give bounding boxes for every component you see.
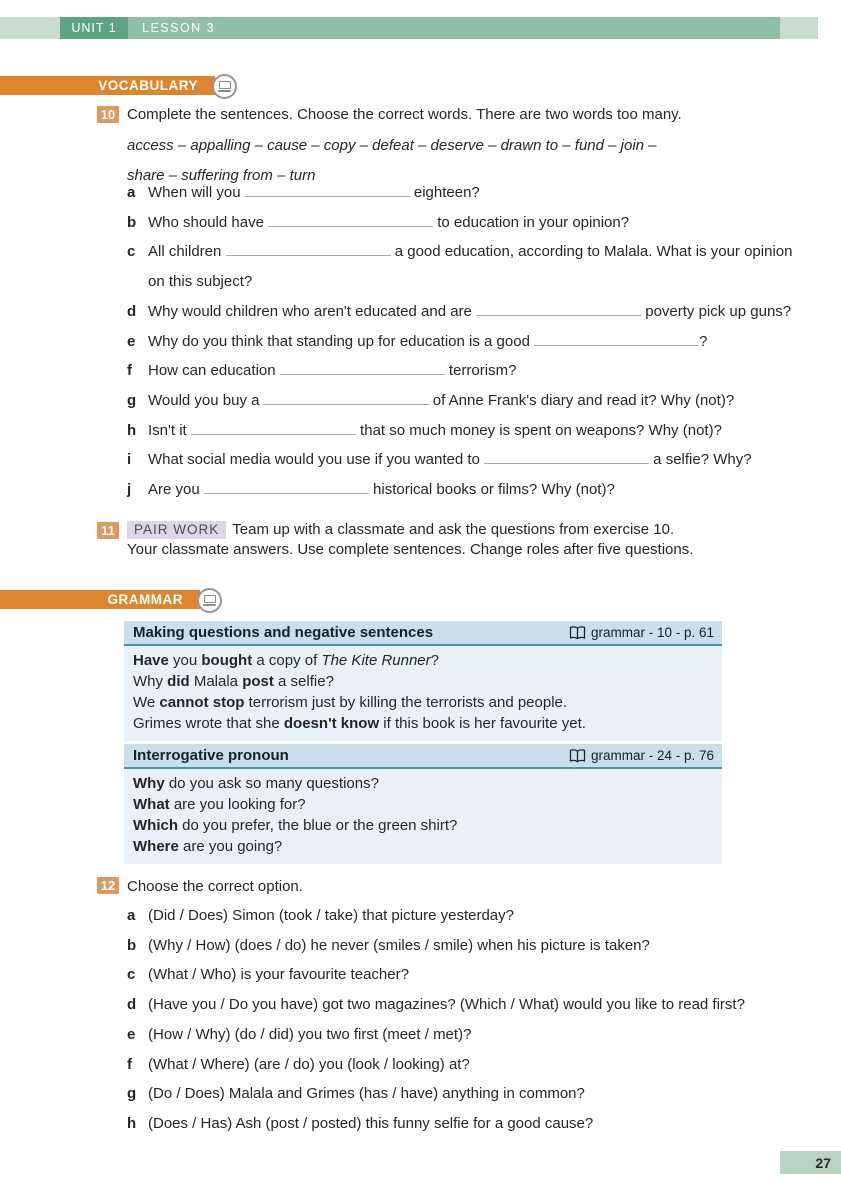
grammar-example: Where are you going? [133, 838, 283, 855]
item-text [148, 327, 805, 357]
item-text: (Does / Has) Ash (post / posted) this funny selfie for a good cause? [148, 1114, 594, 1132]
item-text [148, 178, 805, 208]
book-icon [569, 749, 586, 763]
item-letter: c [127, 243, 136, 261]
lesson-label: LESSON 3 [128, 17, 780, 39]
item-text: (Why / How) (does / do) he never (smiles / smile) when his picture is taken? [148, 936, 650, 954]
item-text-pre: Would you buy a [148, 391, 264, 409]
item-text [148, 208, 805, 238]
item-text-post: eighteen? [409, 184, 480, 201]
fill-blank [226, 242, 391, 256]
item-text [148, 297, 805, 327]
item-letter: g [127, 1085, 137, 1103]
list-item [127, 475, 805, 505]
exercise-12-items [127, 901, 817, 1139]
grammar-box-title: Making questions and negative sentences [133, 624, 434, 641]
list-item [127, 208, 805, 238]
unit-label: UNIT 1 [60, 17, 128, 39]
list-item [127, 990, 817, 1020]
item-text-pre: All children [148, 243, 226, 261]
grammar-reference [569, 748, 714, 763]
laptop-icon-screen [204, 595, 216, 603]
item-text-pre: When will you [148, 184, 245, 201]
item-text-post: a selfie? Why? [649, 451, 752, 469]
item-text-post: of Anne Frank's diary and read it? Why (not)? [428, 391, 735, 409]
vocabulary-section-header: VOCABULARY [0, 76, 215, 95]
item-letter: g [127, 391, 137, 409]
grammar-example: Which do you prefer, the blue or the green shirt? [133, 817, 458, 834]
exercise-10-wordbank: access – appalling – cause – copy – defeat – deserve – drawn to – fund – join – share – suffering from – turn [127, 137, 657, 184]
item-text-post: a good education, according to Malala. What is your opinion on this subject? [148, 243, 793, 291]
laptop-icon-base [203, 604, 216, 606]
exercise-12-instruction: Choose the correct option. [127, 878, 303, 895]
grammar-reference-text: grammar - 10 - p. 61 [590, 625, 714, 640]
item-text: (Did / Does) Simon (took / take) that picture yesterday? [148, 907, 514, 924]
item-letter: i [127, 451, 132, 469]
grammar-section-header: GRAMMAR [0, 590, 200, 609]
exercise-11-instruction [127, 520, 797, 561]
grammar-box-examples [124, 646, 722, 741]
item-text [148, 416, 805, 446]
fill-blank [204, 480, 369, 494]
bar-segment-left [0, 17, 60, 39]
exercise-12-number: 12 [97, 877, 119, 894]
grammar-example: We cannot stop terrorism just by killing the terrorists and people. [133, 694, 568, 711]
fill-blank [476, 302, 641, 316]
item-letter: h [127, 1114, 137, 1132]
list-item [127, 931, 817, 961]
list-item [127, 1050, 817, 1080]
item-text [148, 356, 805, 386]
list-item [127, 356, 805, 386]
fill-blank [245, 183, 410, 197]
list-item [127, 178, 805, 208]
list-item [127, 327, 805, 357]
laptop-icon [212, 74, 237, 99]
book-icon [569, 626, 586, 640]
grammar-box-header [124, 621, 722, 646]
list-item [127, 1020, 817, 1050]
grammar-box-header [124, 744, 722, 769]
item-letter: f [127, 362, 132, 380]
list-item [127, 297, 805, 327]
item-text-pre: Why would children who aren't educated and are [148, 302, 477, 320]
item-text-post: terrorism? [444, 362, 517, 380]
grammar-box-interrogative [124, 744, 722, 864]
laptop-icon-screen [219, 81, 231, 89]
item-letter: b [127, 936, 137, 954]
item-letter: a [127, 184, 136, 201]
fill-blank [268, 213, 433, 227]
grammar-example: Have you bought a copy of The Kite Runner? [133, 652, 439, 669]
item-text-pre: Are you [148, 481, 204, 499]
item-text [148, 386, 805, 416]
item-text-post: ? [699, 332, 708, 350]
laptop-icon-base [218, 90, 231, 92]
page-number: 27 [780, 1151, 841, 1174]
item-text [148, 445, 805, 475]
item-letter: d [127, 302, 137, 320]
item-letter: f [127, 1055, 132, 1073]
fill-blank [264, 391, 429, 405]
exercise-11-number: 11 [97, 522, 119, 539]
item-text [148, 475, 805, 505]
grammar-example: Why did Malala post a selfie? [133, 673, 334, 690]
list-item [127, 901, 817, 931]
list-item [127, 445, 805, 475]
item-text-post: that so much money is spent on weapons? Why (not)? [355, 421, 722, 439]
list-item [127, 960, 817, 990]
exercise-10-items [127, 178, 805, 505]
fill-blank [280, 361, 445, 375]
item-letter: h [127, 421, 137, 439]
item-text-pre: Why do you think that standing up for education is a good [148, 332, 535, 350]
item-text: (How / Why) (do / did) you two first (meet / met)? [148, 1025, 472, 1043]
fill-blank [191, 421, 356, 435]
unit-lesson-bar [0, 17, 841, 39]
item-text-post: poverty pick up guns? [641, 302, 792, 320]
item-text-pre: Who should have [148, 213, 269, 231]
fill-blank [534, 332, 699, 346]
pair-work-badge: PAIR WORK [127, 521, 226, 539]
item-text-pre: How can education [148, 362, 280, 380]
item-letter: j [127, 481, 132, 499]
item-text-pre: Isn't it [148, 421, 191, 439]
grammar-reference-text: grammar - 24 - p. 76 [590, 748, 714, 763]
exercise-11-line1: Team up with a classmate and ask the questions from exercise 10. [232, 521, 675, 538]
exercise-10-instruction: Complete the sentences. Choose the correct words. There are two words too many. [127, 106, 682, 123]
bar-segment-right [780, 17, 818, 39]
list-item [127, 386, 805, 416]
list-item [127, 416, 805, 446]
item-letter: e [127, 1025, 136, 1043]
item-text: (Do / Does) Malala and Grimes (has / have) anything in common? [148, 1085, 585, 1103]
grammar-example: Why do you ask so many questions? [133, 775, 379, 792]
laptop-icon [197, 588, 222, 613]
list-item [127, 237, 805, 296]
item-text-post: historical books or films? Why (not)? [368, 481, 615, 499]
item-letter: c [127, 966, 136, 984]
item-letter: d [127, 996, 137, 1014]
item-letter: e [127, 332, 136, 350]
item-text [148, 237, 805, 296]
item-text: (Have you / Do you have) got two magazines? (Which / What) would you like to read first? [148, 996, 745, 1014]
grammar-box-questions [124, 621, 722, 741]
list-item [127, 1109, 817, 1139]
exercise-10-number: 10 [97, 106, 119, 123]
list-item [127, 1079, 817, 1109]
grammar-example: What are you looking for? [133, 796, 306, 813]
grammar-box-examples [124, 769, 722, 864]
grammar-box-title: Interrogative pronoun [133, 747, 289, 764]
item-text: (What / Who) is your favourite teacher? [148, 966, 409, 984]
item-text: (What / Where) (are / do) you (look / looking) at? [148, 1055, 470, 1073]
grammar-example: Grimes wrote that she doesn't know if this book is her favourite yet. [133, 715, 586, 732]
fill-blank [484, 450, 649, 464]
grammar-reference [569, 625, 714, 640]
item-text-pre: What social media would you use if you wanted to [148, 451, 485, 469]
item-text-post: to education in your opinion? [433, 213, 630, 231]
item-letter: a [127, 907, 136, 924]
item-letter: b [127, 213, 137, 231]
exercise-11-line2: Your classmate answers. Use complete sentences. Change roles after five questions. [127, 541, 694, 559]
